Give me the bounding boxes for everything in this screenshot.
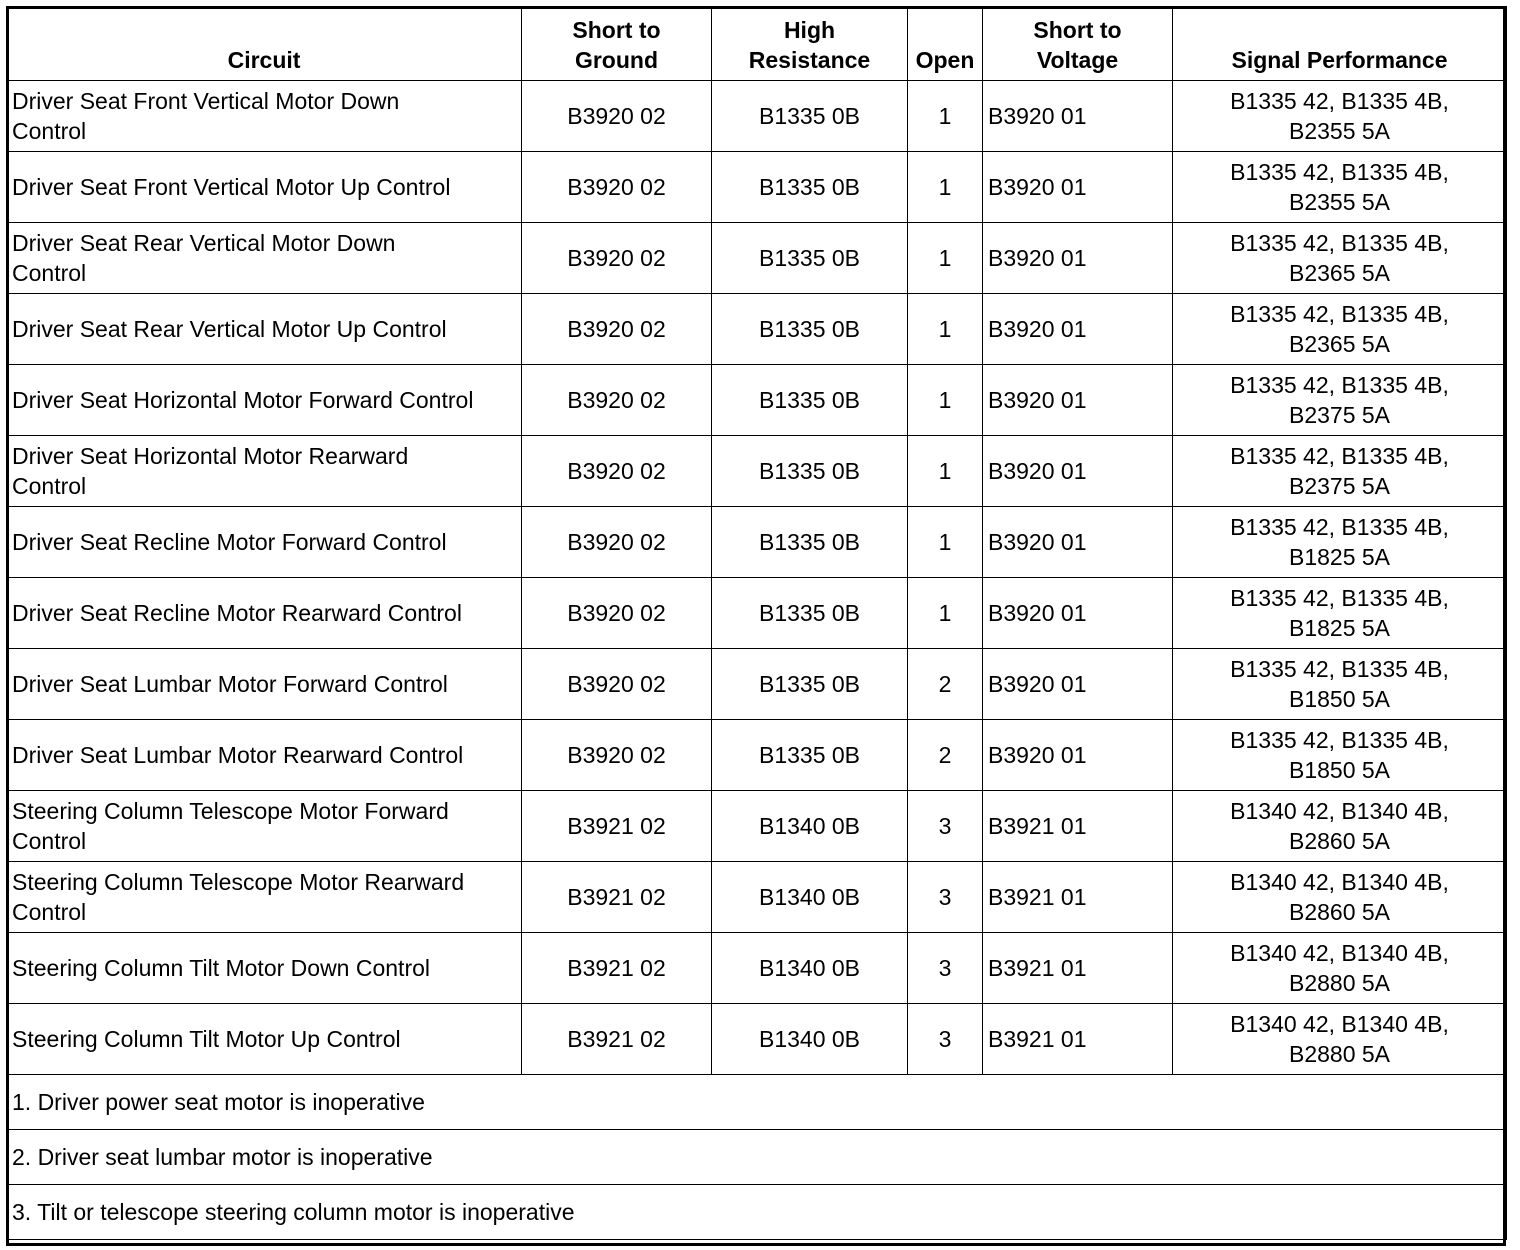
signal-performance-cell: B1335 42, B1335 4B, B1850 5A [1173, 720, 1507, 791]
short-to-ground-cell: B3921 02 [522, 933, 712, 1004]
table-row [7, 862, 1507, 933]
high-resistance-cell: B1335 0B [712, 223, 908, 294]
table-row [7, 436, 1507, 507]
circuit-cell: Steering Column Telescope Motor Forward Control [7, 791, 522, 862]
header-open: Open [908, 7, 983, 81]
dtc-table-frame [6, 6, 1506, 1246]
header-row [7, 7, 1507, 81]
open-cell: 3 [908, 791, 983, 862]
open-cell: 2 [908, 649, 983, 720]
short-to-ground-cell: B3921 02 [522, 1004, 712, 1075]
short-to-voltage-cell: B3920 01 [983, 294, 1173, 365]
short-to-voltage-cell: B3921 01 [983, 862, 1173, 933]
circuit-cell: Steering Column Tilt Motor Up Control [7, 1004, 522, 1075]
circuit-cell: Driver Seat Lumbar Motor Rearward Control [7, 720, 522, 791]
short-to-voltage-cell: B3920 01 [983, 223, 1173, 294]
circuit-cell: Driver Seat Horizontal Motor Forward Control [7, 365, 522, 436]
circuit-cell: Driver Seat Front Vertical Motor Up Control [7, 152, 522, 223]
high-resistance-cell: B1335 0B [712, 720, 908, 791]
high-resistance-cell: B1335 0B [712, 507, 908, 578]
short-to-voltage-cell: B3921 01 [983, 791, 1173, 862]
note-row [7, 1075, 1507, 1130]
signal-performance-cell: B1335 42, B1335 4B, B1825 5A [1173, 507, 1507, 578]
short-to-ground-cell: B3920 02 [522, 720, 712, 791]
table-row [7, 81, 1507, 152]
short-to-ground-cell: B3920 02 [522, 152, 712, 223]
header-high-resistance: High Resistance [712, 7, 908, 81]
short-to-ground-cell: B3920 02 [522, 436, 712, 507]
short-to-ground-cell: B3920 02 [522, 294, 712, 365]
short-to-voltage-cell: B3921 01 [983, 1004, 1173, 1075]
high-resistance-cell: B1340 0B [712, 862, 908, 933]
open-cell: 1 [908, 294, 983, 365]
circuit-cell: Steering Column Telescope Motor Rearward Control [7, 862, 522, 933]
high-resistance-cell: B1340 0B [712, 1004, 908, 1075]
signal-performance-cell: B1335 42, B1335 4B, B2365 5A [1173, 223, 1507, 294]
table-row [7, 649, 1507, 720]
high-resistance-cell: B1335 0B [712, 294, 908, 365]
circuit-cell: Driver Seat Rear Vertical Motor Down Control [7, 223, 522, 294]
table-row [7, 223, 1507, 294]
table-row [7, 1004, 1507, 1075]
high-resistance-cell: B1340 0B [712, 791, 908, 862]
header-circuit: Circuit [7, 7, 522, 81]
short-to-voltage-cell: B3920 01 [983, 507, 1173, 578]
note-row [7, 1130, 1507, 1185]
high-resistance-cell: B1335 0B [712, 365, 908, 436]
signal-performance-cell: B1340 42, B1340 4B, B2880 5A [1173, 1004, 1507, 1075]
dtc-table [6, 6, 1507, 1240]
short-to-voltage-cell: B3920 01 [983, 81, 1173, 152]
short-to-voltage-cell: B3920 01 [983, 720, 1173, 791]
high-resistance-cell: B1335 0B [712, 81, 908, 152]
signal-performance-cell: B1335 42, B1335 4B, B2375 5A [1173, 436, 1507, 507]
high-resistance-cell: B1335 0B [712, 152, 908, 223]
table-row [7, 365, 1507, 436]
header-signal-performance: Signal Performance [1173, 7, 1507, 81]
open-cell: 3 [908, 862, 983, 933]
short-to-ground-cell: B3920 02 [522, 649, 712, 720]
high-resistance-cell: B1335 0B [712, 436, 908, 507]
signal-performance-cell: B1335 42, B1335 4B, B2355 5A [1173, 152, 1507, 223]
signal-performance-cell: B1335 42, B1335 4B, B2375 5A [1173, 365, 1507, 436]
open-cell: 1 [908, 81, 983, 152]
short-to-voltage-cell: B3921 01 [983, 933, 1173, 1004]
table-row [7, 294, 1507, 365]
short-to-ground-cell: B3920 02 [522, 578, 712, 649]
circuit-cell: Driver Seat Horizontal Motor Rearward Control [7, 436, 522, 507]
signal-performance-cell: B1335 42, B1335 4B, B1825 5A [1173, 578, 1507, 649]
short-to-voltage-cell: B3920 01 [983, 365, 1173, 436]
circuit-cell: Driver Seat Recline Motor Rearward Control [7, 578, 522, 649]
note-3: 3. Tilt or telescope steering column motor is inoperative [7, 1185, 1507, 1240]
open-cell: 1 [908, 507, 983, 578]
open-cell: 1 [908, 223, 983, 294]
short-to-voltage-cell: B3920 01 [983, 578, 1173, 649]
open-cell: 2 [908, 720, 983, 791]
short-to-ground-cell: B3921 02 [522, 791, 712, 862]
open-cell: 1 [908, 365, 983, 436]
table-row [7, 578, 1507, 649]
short-to-voltage-cell: B3920 01 [983, 152, 1173, 223]
high-resistance-cell: B1335 0B [712, 578, 908, 649]
signal-performance-cell: B1340 42, B1340 4B, B2880 5A [1173, 933, 1507, 1004]
signal-performance-cell: B1335 42, B1335 4B, B2355 5A [1173, 81, 1507, 152]
short-to-voltage-cell: B3920 01 [983, 436, 1173, 507]
open-cell: 1 [908, 578, 983, 649]
short-to-ground-cell: B3920 02 [522, 223, 712, 294]
signal-performance-cell: B1340 42, B1340 4B, B2860 5A [1173, 862, 1507, 933]
circuit-cell: Driver Seat Lumbar Motor Forward Control [7, 649, 522, 720]
header-short-to-voltage: Short to Voltage [983, 7, 1173, 81]
table-row [7, 152, 1507, 223]
note-2: 2. Driver seat lumbar motor is inoperative [7, 1130, 1507, 1185]
header-short-to-ground: Short to Ground [522, 7, 712, 81]
circuit-cell: Steering Column Tilt Motor Down Control [7, 933, 522, 1004]
short-to-ground-cell: B3920 02 [522, 81, 712, 152]
short-to-voltage-cell: B3920 01 [983, 649, 1173, 720]
circuit-cell: Driver Seat Rear Vertical Motor Up Control [7, 294, 522, 365]
open-cell: 1 [908, 436, 983, 507]
open-cell: 1 [908, 152, 983, 223]
short-to-ground-cell: B3921 02 [522, 862, 712, 933]
high-resistance-cell: B1340 0B [712, 933, 908, 1004]
signal-performance-cell: B1335 42, B1335 4B, B1850 5A [1173, 649, 1507, 720]
table-row [7, 507, 1507, 578]
open-cell: 3 [908, 1004, 983, 1075]
signal-performance-cell: B1335 42, B1335 4B, B2365 5A [1173, 294, 1507, 365]
circuit-cell: Driver Seat Front Vertical Motor Down Control [7, 81, 522, 152]
circuit-cell: Driver Seat Recline Motor Forward Control [7, 507, 522, 578]
short-to-ground-cell: B3920 02 [522, 507, 712, 578]
high-resistance-cell: B1335 0B [712, 649, 908, 720]
note-row [7, 1185, 1507, 1240]
table-row [7, 933, 1507, 1004]
open-cell: 3 [908, 933, 983, 1004]
signal-performance-cell: B1340 42, B1340 4B, B2860 5A [1173, 791, 1507, 862]
table-row [7, 791, 1507, 862]
table-row [7, 720, 1507, 791]
note-1: 1. Driver power seat motor is inoperative [7, 1075, 1507, 1130]
short-to-ground-cell: B3920 02 [522, 365, 712, 436]
